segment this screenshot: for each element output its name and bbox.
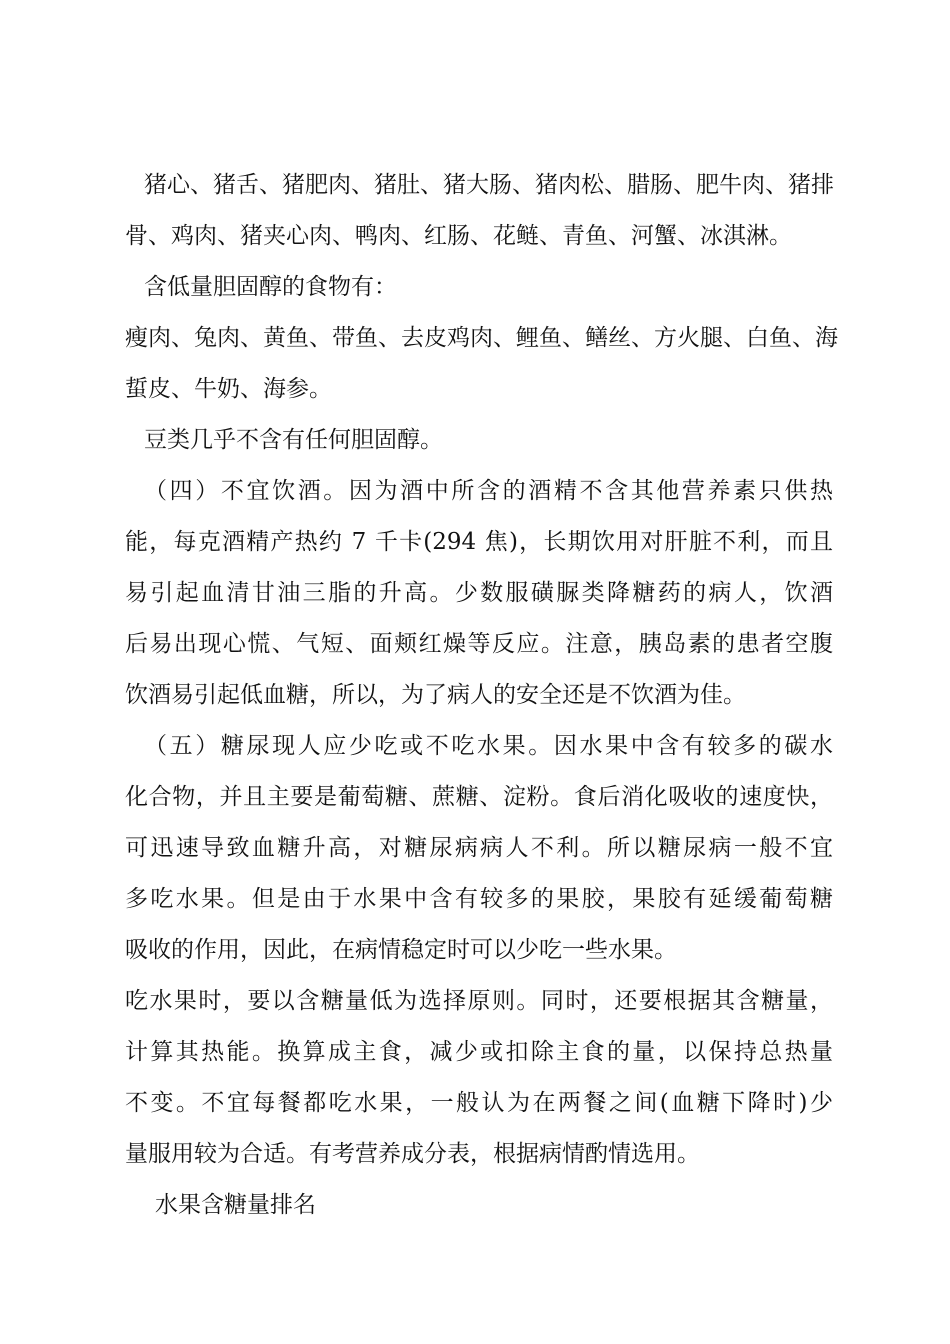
text-line: 量服用较为合适。有考营养成分表，根据病情酌情选用。 — [125, 1141, 700, 1167]
text-line: （四）不宜饮酒。因为酒中所含的酒精不含其他营养素只供热 — [144, 478, 833, 504]
text-line: 骨、鸡肉、猪夹心肉、鸭肉、红肠、花鲢、青鱼、河蟹、冰淇淋。 — [125, 223, 792, 249]
text-line: 豆类几乎不含有任何胆固醇。 — [144, 427, 443, 453]
text-line: 可迅速导致血糖升高，对糖尿病病人不利。所以糖尿病一般不宜 — [125, 835, 833, 861]
text-line: 不变。不宜每餐都吃水果，一般认为在两餐之间(血糖下降时)少 — [125, 1090, 833, 1116]
text-line: 含低量胆固醇的食物有： — [144, 274, 397, 300]
text-line: 后易出现心慌、气短、面颊红燥等反应。注意，胰岛素的患者空腹 — [125, 631, 833, 657]
text-line: 能，每克酒精产热约 7 千卡(294 焦)，长期饮用对肝脏不利，而且 — [125, 529, 833, 555]
section-heading: 水果含糖量排名 — [155, 1192, 316, 1218]
text-line: 计算其热能。换算成主食，减少或扣除主食的量，以保持总热量 — [125, 1039, 833, 1065]
text-line: 饮酒易引起低血糖，所以，为了病人的安全还是不饮酒为佳。 — [125, 682, 746, 708]
text-line: 蜇皮、牛奶、海参。 — [125, 376, 332, 402]
text-line: （五）糖尿现人应少吃或不吃水果。因水果中含有较多的碳水 — [144, 733, 833, 759]
text-line: 吸收的作用，因此，在病情稳定时可以少吃一些水果。 — [125, 937, 677, 963]
text-line: 瘦肉、兔肉、黄鱼、带鱼、去皮鸡肉、鲤鱼、鳝丝、方火腿、白鱼、海 — [125, 325, 838, 351]
text-line: 吃水果时，要以含糖量低为选择原则。同时，还要根据其含糖量， — [125, 988, 833, 1014]
text-line: 化合物，并且主要是葡萄糖、蔗糖、淀粉。食后消化吸收的速度快， — [125, 784, 833, 810]
text-line: 猪心、猪舌、猪肥肉、猪肚、猪大肠、猪肉松、腊肠、肥牛肉、猪排 — [144, 172, 834, 198]
text-line: 多吃水果。但是由于水果中含有较多的果胶，果胶有延缓葡萄糖 — [125, 886, 833, 912]
document-body — [125, 160, 838, 1231]
text-line: 易引起血清甘油三脂的升高。少数服磺脲类降糖药的病人，饮酒 — [125, 580, 833, 606]
